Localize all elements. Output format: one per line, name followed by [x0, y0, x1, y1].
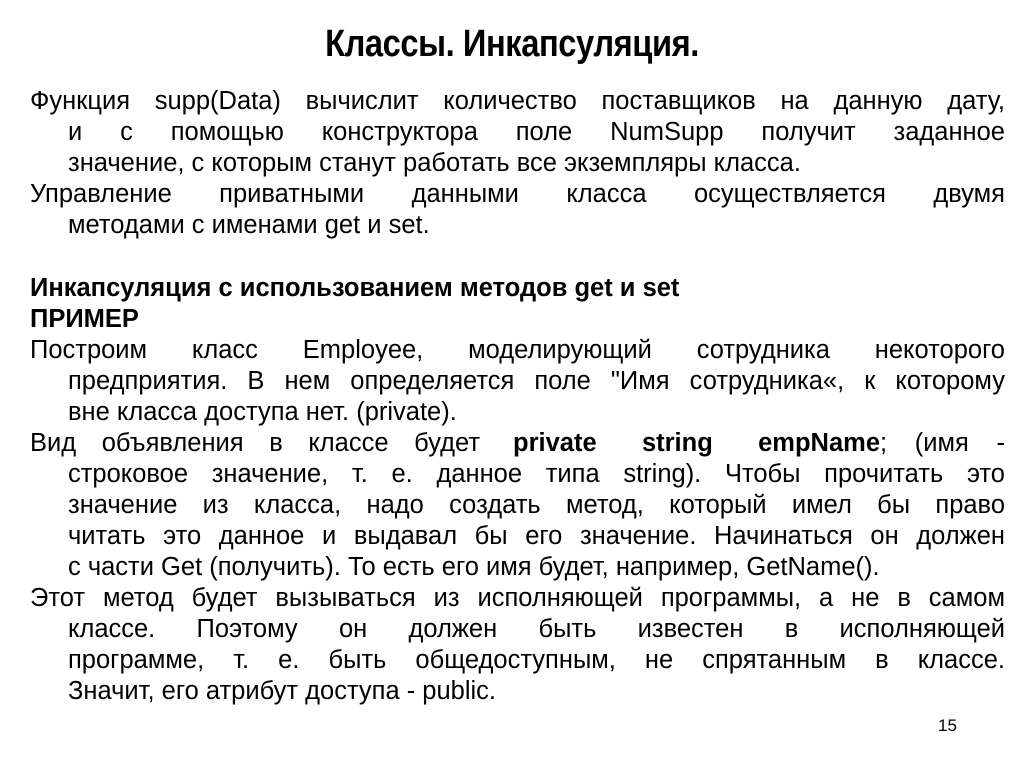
para1-line3: значение, с которым станут работать все экземпляры класса. — [68, 149, 801, 177]
para3-line3: вне класса доступа нет. (private). — [68, 398, 457, 426]
para4-line1-post: ; (имя - — [880, 429, 1005, 457]
example-label: ПРИМЕР — [30, 305, 139, 333]
section-heading: Инкапсуляция с использованием методов get и set — [30, 274, 680, 302]
para4-line4: читать это данное и выдавал бы его значение. Начинаться он должен — [68, 522, 1005, 550]
para5-line4: Значит, его атрибут доступа - public. — [68, 677, 497, 705]
page-number: 15 — [938, 716, 957, 735]
para4-line3: значение из класса, надо создать метод, который имел бы право — [68, 491, 1005, 519]
para5-line2: классе. Поэтому он должен быть известен в исполняющей — [68, 615, 1005, 643]
para4-line5: с части Get (получить). То есть его имя будет, например, GetName(). — [68, 553, 880, 581]
para3-line2: предприятия. В нем определяется поле "Имя сотрудника«, к которому — [68, 367, 1005, 395]
para2-line1: Управление приватными данными класса осуществляется двумя — [30, 180, 1005, 208]
para1-line1: Функция supp(Data) вычислит количество поставщиков на данную дату, — [30, 87, 1005, 115]
para4-line1-pre-text: Вид объявления в классе будет — [30, 429, 480, 457]
slide-title: Классы. Инкапсуляция. — [325, 23, 699, 65]
para5-line1: Этот метод будет вызываться из исполняющей программы, а не в самом — [30, 584, 1005, 612]
para4-line2: строковое значение, т. е. данное типа string). Чтобы прочитать это — [68, 460, 1005, 488]
code-declaration: private string empName — [513, 429, 880, 457]
para5-line3: программе, т. е. быть общедоступным, не спрятанным в классе. — [68, 646, 1005, 674]
para1-line2: и с помощью конструктора поле NumSupp получит заданное — [68, 118, 1005, 146]
para4-line1-pre — [30, 428, 480, 458]
para2-line2: методами с именами get и set. — [68, 211, 430, 239]
para4-line1 — [30, 428, 1005, 458]
para3-line1: Построим класс Employee, моделирующий сотрудника некоторого — [30, 336, 1005, 364]
